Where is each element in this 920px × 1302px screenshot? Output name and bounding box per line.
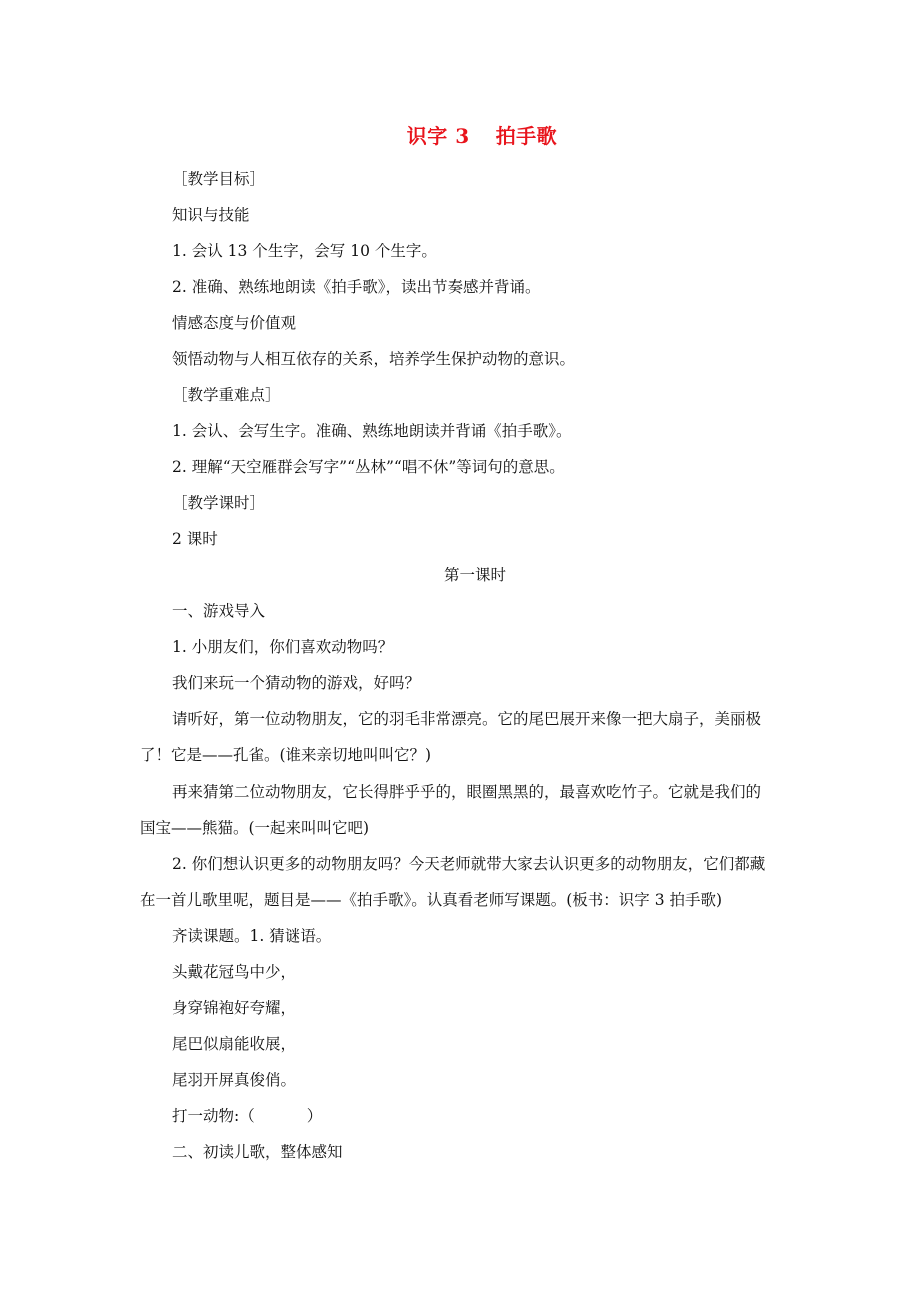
- riddle-answer-prefix: 打一动物:（: [172, 1107, 255, 1125]
- class-hours-heading: ［教学课时］: [172, 494, 266, 512]
- key-point-2: 2. 理解“天空雁群会写字”“丛林”“唱不休”等词句的意思。: [172, 458, 565, 476]
- question-1-follow: 我们来玩一个猜动物的游戏，好吗？: [172, 674, 421, 692]
- objective-1: 1. 会认 13 个生字，会写 10 个生字。: [172, 242, 437, 260]
- riddle-answer-suffix: ）: [306, 1107, 323, 1125]
- title-part1: 识字 3: [406, 124, 470, 148]
- emotion-values-heading: 情感态度与价值观: [172, 314, 297, 332]
- riddle-answer-line: [172, 1105, 322, 1127]
- question-1: 1. 小朋友们，你们喜欢动物吗？: [172, 638, 394, 656]
- knowledge-skills-heading: 知识与技能: [172, 206, 250, 224]
- page-title: [0, 122, 920, 150]
- question-2-line2: 在一首儿歌里呢，题目是——《拍手歌》。认真看老师写课题。(板书：识字 3 拍手歌): [140, 891, 723, 909]
- riddle-line-1: 头戴花冠鸟中少，: [172, 963, 297, 981]
- panda-paragraph-line2: 国宝——熊猫。(一起来叫叫它吧): [140, 819, 370, 837]
- title-part2: 拍手歌: [495, 124, 558, 148]
- peacock-paragraph-line2: 了！它是——孔雀。(谁来亲切地叫叫它？): [140, 746, 432, 764]
- objective-2: 2. 准确、熟练地朗读《拍手歌》，读出节奏感并背诵。: [172, 278, 541, 296]
- emotion-objective: 领悟动物与人相互依存的关系，培养学生保护动物的意识。: [172, 350, 576, 368]
- riddle-line-2: 身穿锦袍好夸耀，: [172, 999, 297, 1017]
- class-hours-value: 2 课时: [172, 530, 218, 548]
- read-title-line: 齐读课题。1. 猜谜语。: [172, 927, 332, 945]
- peacock-paragraph-line1: 请听好，第一位动物朋友，它的羽毛非常漂亮。它的尾巴展开来像一把大扇子，美丽极: [172, 710, 762, 728]
- key-points-heading: ［教学重难点］: [172, 386, 281, 404]
- key-point-1: 1. 会认、会写生字。准确、熟练地朗读并背诵《拍手歌》。: [172, 422, 572, 440]
- section-heading: 第一课时: [443, 566, 506, 584]
- question-2-line1: 2. 你们想认识更多的动物朋友吗？今天老师就带大家去认识更多的动物朋友，它们都藏: [172, 855, 766, 873]
- part1-heading: 一、游戏导入: [172, 602, 266, 620]
- panda-paragraph-line1: 再来猜第二位动物朋友，它长得胖乎乎的，眼圈黑黑的，最喜欢吃竹子。它就是我们的: [172, 783, 762, 801]
- part2-heading: 二、初读儿歌，整体感知: [172, 1143, 343, 1161]
- riddle-line-4: 尾羽开屏真俊俏。: [172, 1071, 297, 1089]
- objectives-heading: ［教学目标］: [172, 170, 266, 188]
- riddle-line-3: 尾巴似扇能收展，: [172, 1035, 297, 1053]
